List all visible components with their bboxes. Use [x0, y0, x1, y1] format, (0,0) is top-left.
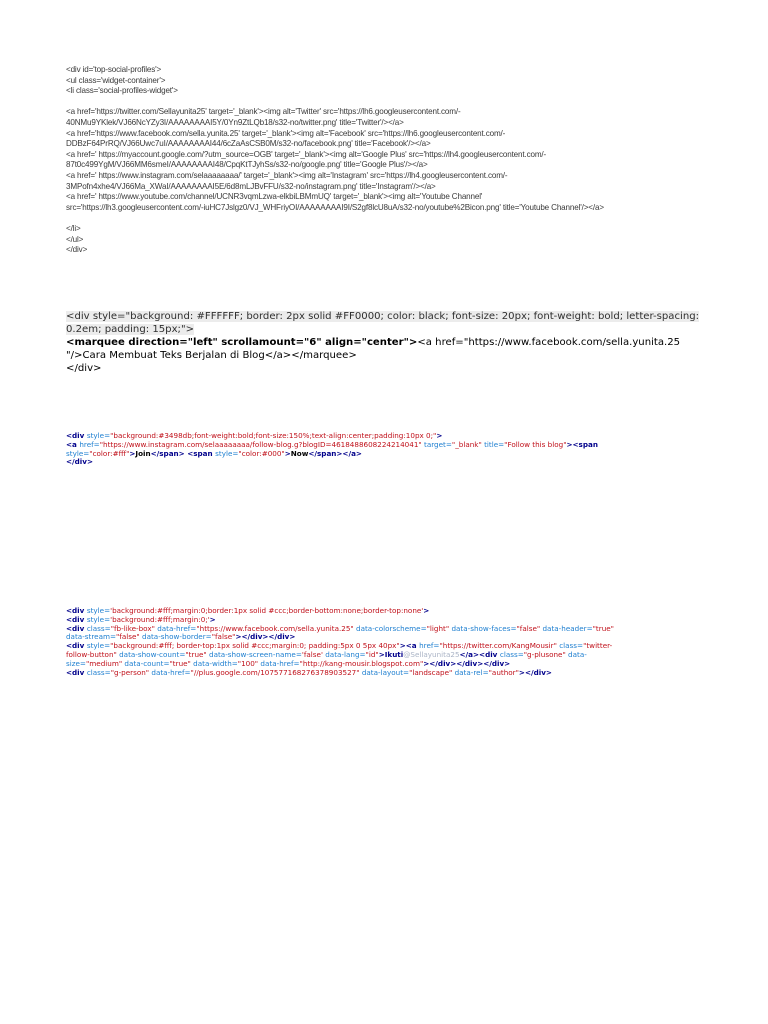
blank-line — [66, 97, 716, 108]
tag: <div — [66, 431, 87, 440]
marquee-tag: <marquee direction="left" scrollamount="6" align="center"> — [66, 337, 418, 348]
text: Join — [135, 448, 151, 458]
attr: href= — [79, 439, 100, 449]
value: "false" — [211, 632, 236, 642]
attr: style= — [86, 641, 111, 651]
code-line — [66, 336, 706, 349]
attr: data- — [565, 649, 587, 659]
attr: style= — [86, 431, 111, 440]
value: follow-button" — [66, 649, 117, 659]
code-text: <a href="https://www.facebook.com/sella.yunita.25 — [417, 337, 681, 348]
attr: data-show-screen-name= — [206, 649, 302, 659]
code-text: 0.2em; padding: 15px;"> — [66, 324, 195, 335]
value: "landscape" — [409, 667, 453, 677]
code-line: <ul class='widget-container'> — [66, 75, 166, 85]
attr: data-colorscheme= — [353, 623, 427, 633]
attr: data-width= — [190, 658, 238, 668]
code-line: </div> — [66, 363, 102, 374]
tag: <div — [66, 623, 87, 633]
attr: data-href= — [149, 667, 191, 677]
attr: data-header= — [540, 623, 593, 633]
attr: class= — [86, 667, 111, 677]
value: "//plus.google.com/107577168276378903527" — [190, 667, 360, 677]
text: Now — [290, 448, 309, 458]
attr: style= — [66, 448, 90, 458]
attr: title= — [481, 439, 505, 449]
tag: ></div></div> — [235, 632, 296, 642]
value: "background:#fff; border-top:1px solid #ccc;margin:0; padding:5px 0 5px 40px" — [110, 641, 400, 651]
code-line: <li class='social-profiles-widget'> — [66, 86, 178, 96]
attr: class= — [556, 641, 584, 651]
tag: > — [423, 606, 430, 615]
social-widgets-code-block — [66, 607, 706, 677]
tag: ></div></div></div> — [423, 658, 511, 668]
code-line: 3MPofn4xhe4/VJ66Ma_XWaI/AAAAAAAAI5E/6d8mLJBvFFU/s32-no/instagram.png' title='Instagram'/></a> — [66, 181, 436, 191]
attr: data-href= — [154, 623, 197, 633]
value: "http://kang-mousir.blogspot.com" — [299, 658, 424, 668]
value: "color:#fff" — [89, 448, 130, 458]
value: "g-person" — [110, 667, 150, 677]
code-line: <a href=' https://www.youtube.com/channel/UCNR3vqmLzwa-elkbiLBMmUQ' target='_blank'><img alt='Youtube Channel' — [66, 192, 483, 202]
code-line: DDBzF64PrRQ/VJ66Uwc7uI/AAAAAAAAI44/6cZaAsCSB0M/s32-no/facebook.png' title='Facebook'/></a> — [66, 139, 431, 149]
value: "https://twitter.com/KangMousir" — [439, 641, 557, 651]
value: "https://www.instagram.com/selaaaaaaaa/follow-blog.g?blogID=4618488608224214041" — [99, 439, 422, 449]
tag: > — [129, 448, 136, 458]
attr: class= — [499, 649, 524, 659]
value: "false" — [516, 623, 541, 633]
code-line — [66, 458, 706, 467]
code-line: <div id='top-social-profiles'> — [66, 65, 162, 74]
attr: data-show-count= — [116, 649, 186, 659]
tag: </a><div — [459, 649, 500, 659]
value: "true" — [592, 623, 614, 633]
attr: style= — [86, 614, 111, 624]
tag: <a — [66, 439, 80, 449]
attr: data-stream= — [66, 632, 116, 642]
tag: <div — [66, 641, 87, 651]
value: "g-plusone" — [523, 649, 566, 659]
code-line — [66, 450, 706, 459]
tag: <div — [66, 606, 87, 615]
attr: style= — [86, 606, 111, 615]
tag: <div — [66, 667, 87, 677]
attr: data-rel= — [452, 667, 489, 677]
tag: ><span — [566, 439, 598, 449]
code-line: src='https://lh3.googleusercontent.com/-iuHC7Jslgz0/VJ_WHFriyOI/AAAAAAAAI9I/S2gf8lcU8uA/s32-no/youtube%2Bicon.png' title='Youtube Channel'/></a> — [66, 202, 604, 212]
attr: size= — [66, 658, 86, 668]
tag: > — [209, 614, 216, 624]
attr: data-layout= — [359, 667, 410, 677]
watermark-text: @Sellayunita25 — [403, 649, 460, 659]
value: "color:#000" — [238, 448, 285, 458]
tag: >Ikuti — [378, 649, 404, 659]
attr: style= — [215, 448, 239, 458]
code-line — [66, 669, 706, 678]
tag: ><a — [399, 641, 420, 651]
value: "background:#3498db;font-weight:bold;font-size:150%;text-align:center;padding:10px 0;" — [110, 431, 437, 440]
attr: data-show-border= — [139, 632, 212, 642]
attr: class= — [86, 623, 111, 633]
value: 'false' — [301, 649, 323, 659]
value: "_blank" — [451, 439, 482, 449]
tag: </span> — [150, 448, 185, 458]
code-text: <div style="background: #FFFFFF; border: 2px solid #FF0000; color: black; font-size: 20px; font-weight: bold; letter-spacing: — [66, 311, 700, 322]
attr: data-count= — [122, 658, 170, 668]
attr: data-show-faces= — [449, 623, 517, 633]
value: "twitter- — [583, 641, 613, 651]
code-line — [66, 310, 706, 323]
code-line — [66, 323, 706, 336]
code-line: <a href='https://www.facebook.com/sella.yunita.25' target='_blank'><img alt='Facebook' src='https://lh6.googleusercontent.com/- — [66, 128, 506, 138]
value: "author" — [488, 667, 519, 677]
value: "true" — [169, 658, 191, 668]
value: "id" — [365, 649, 379, 659]
value: "true" — [185, 649, 207, 659]
attr: data-href= — [258, 658, 300, 668]
tag: </div> — [66, 457, 93, 467]
attr: target= — [421, 439, 452, 449]
tag: <div — [66, 614, 87, 624]
tag: ></div> — [518, 667, 552, 677]
code-line: </div> — [66, 245, 88, 255]
code-line: 87t0c499YgM/VJ66MM6smeI/AAAAAAAAI48/CpqKtTJyhSs/s32-no/google.png' title='Google Plus'/></a> — [66, 160, 428, 170]
social-profiles-code-block — [66, 65, 716, 256]
code-line: <a href=' https://www.instagram.com/selaaaaaaaa/' target='_blank'><img alt='Instagram' src='https://lh4.googleusercontent.com/- — [66, 170, 508, 180]
tag: <span — [187, 448, 216, 458]
code-line: </li> — [66, 223, 81, 233]
value: "https://www.facebook.com/sella.yunita.25" — [196, 623, 354, 633]
value: "light" — [426, 623, 450, 633]
code-line: <a href='https://twitter.com/Sellayunita25' target='_blank'><img alt='Twitter' src='https://lh6.googleusercontent.com/- — [66, 107, 461, 117]
follow-blog-code-block — [66, 432, 706, 467]
value: "false" — [116, 632, 140, 642]
code-line: 40NMu9YKlek/VJ66NcYZy3I/AAAAAAAAI5Y/0Yn9ZtLQb18/s32-no/twitter.png' title='Twitter'/></a> — [66, 117, 404, 127]
value: 'background:#fff;margin:0;border:1px solid #ccc;border-bottom:none;border-top:none' — [110, 606, 424, 615]
code-line: </ul> — [66, 234, 84, 244]
blank-line — [66, 213, 716, 224]
value: "medium" — [85, 658, 123, 668]
attr: href= — [419, 641, 440, 651]
tag: > — [284, 448, 291, 458]
tag: </span></a> — [308, 448, 362, 458]
marquee-code-block — [66, 310, 706, 375]
code-line: <a href=' https://myaccount.google.com/?utm_source=OGB' target='_blank'><img alt='Google Plus' src='https://lh4.googleusercontent.com/- — [66, 149, 547, 159]
value: "100" — [237, 658, 259, 668]
code-line: "/>Cara Membuat Teks Berjalan di Blog</a></marquee> — [66, 350, 357, 361]
value: "fb-like-box" — [110, 623, 155, 633]
value: 'background:#fff;margin:0;' — [110, 614, 210, 624]
tag: > — [436, 431, 443, 440]
attr: data-lang= — [322, 649, 366, 659]
value: "Follow this blog" — [504, 439, 567, 449]
